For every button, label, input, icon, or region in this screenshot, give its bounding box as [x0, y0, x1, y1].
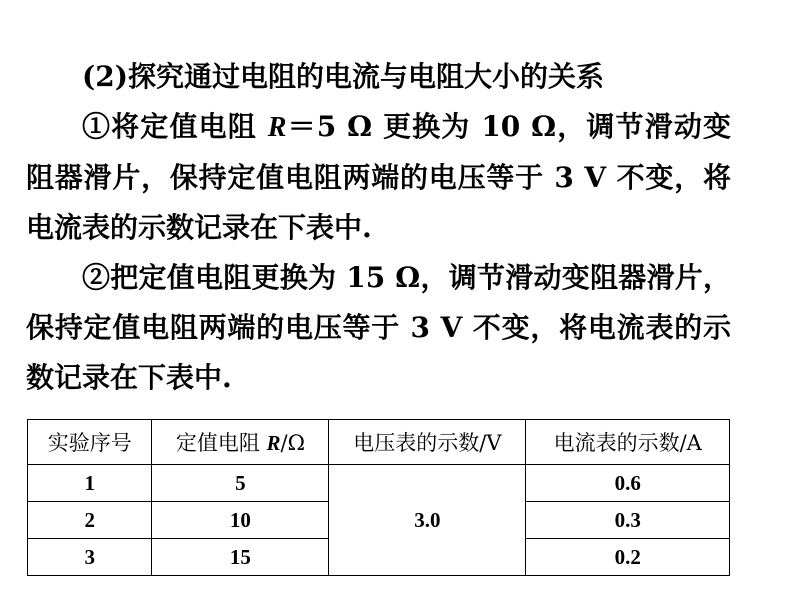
cell-voltage: 3.0 [329, 465, 526, 576]
results-table [27, 419, 730, 576]
header-voltage: 电压表的示数/V [329, 420, 526, 465]
cell-resistance: 10 [152, 502, 329, 539]
cell-current: 0.2 [526, 539, 730, 576]
cell-resistance: 5 [152, 465, 329, 502]
cell-current: 0.3 [526, 502, 730, 539]
step-2-paragraph: ②把定值电阻更换为 15 Ω，调节滑动变阻器滑片，保持定值电阻两端的电压等于 3 V 不变，将电流表的示数记录在下表中. [26, 261, 731, 394]
header-resistance-variable: R [266, 431, 281, 455]
header-current: 电流表的示数/A [526, 420, 730, 465]
problem-text [26, 52, 731, 403]
step-1-variable: R [267, 112, 287, 143]
cell-trial-number: 1 [28, 465, 152, 502]
section-heading: (2)探究通过电阻的电流与电阻大小的关系 [82, 60, 604, 93]
step-1-rest: ＝5 Ω 更换为 10 Ω，调节滑动变阻器滑片，保持定值电阻两端的电压等于 3 V 不变，将电流表的示数记录在下表中. [26, 110, 731, 244]
cell-resistance: 15 [152, 539, 329, 576]
header-resistance-suffix: /Ω [280, 431, 306, 455]
header-trial-number: 实验序号 [28, 420, 152, 465]
step-1-paragraph [26, 102, 731, 253]
header-resistance [152, 420, 329, 465]
cell-current: 0.6 [526, 465, 730, 502]
table-row [28, 465, 730, 502]
cell-trial-number: 3 [28, 539, 152, 576]
header-resistance-prefix: 定值电阻 [175, 431, 267, 455]
step-1-prefix: ①将定值电阻 [82, 110, 268, 143]
table-header-row [28, 420, 730, 465]
cell-trial-number: 2 [28, 502, 152, 539]
